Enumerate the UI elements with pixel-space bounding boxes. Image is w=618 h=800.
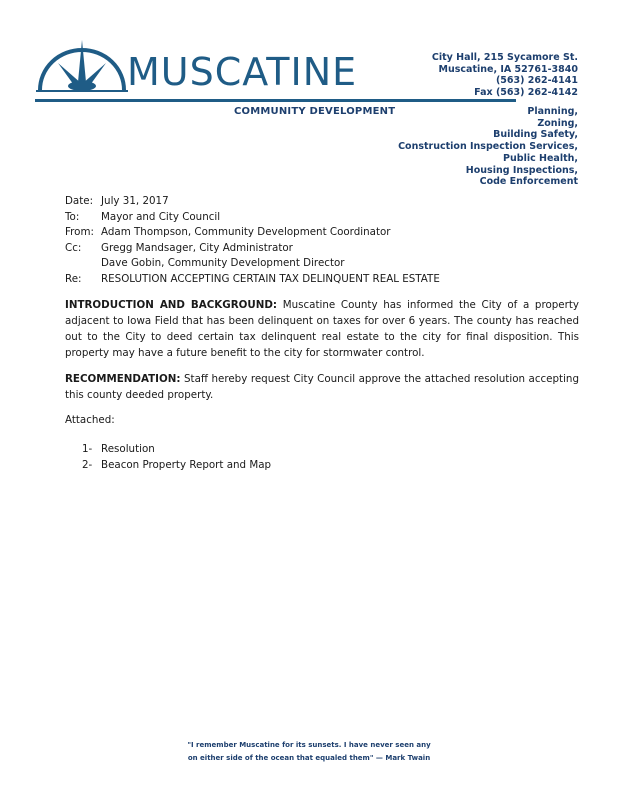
- phone: (563) 262-4141: [495, 75, 578, 86]
- recommendation-text: Staff hereby request City Council approve the attached resolution accepting this county deeded property.: [65, 373, 579, 401]
- memo-date: [65, 194, 440, 210]
- brand-name: MUSCATINE: [127, 50, 358, 94]
- label: Date:: [65, 195, 94, 207]
- memo-header: [65, 194, 440, 287]
- intro-text: Muscatine County has informed the City of a property adjacent to Iowa Field that has been delinquent on taxes for over 6 years. The county has reached out to the City to deed certain tax delinquent real estate to the city for final disposition. This property may have a future benefit to the city for stormwater control.: [65, 299, 580, 359]
- service-item: Code Enforcement: [479, 176, 578, 188]
- service-item: Housing Inspections,: [465, 164, 578, 176]
- list-item: 1- Resolution: [82, 443, 155, 455]
- recommendation-heading: RECOMMENDATION:: [65, 373, 181, 385]
- fax: Fax (563) 262-4142: [474, 86, 578, 98]
- sunset-logo-icon: [36, 38, 128, 94]
- value: Dave Gobin, Community Development Director: [101, 257, 345, 269]
- header-rule: [35, 99, 516, 102]
- value: Adam Thompson, Community Development Coordinator: [101, 226, 391, 238]
- memo-to: [65, 210, 440, 226]
- list-item: 2- Beacon Property Report and Map: [82, 459, 272, 471]
- memo-from: [65, 225, 440, 241]
- address-block: [432, 52, 578, 98]
- label: Re:: [65, 272, 82, 285]
- value: RESOLUTION ACCEPTING CERTAIN TAX DELINQUENT REAL ESTATE: [101, 272, 440, 285]
- intro-heading: INTRODUCTION AND BACKGROUND:: [65, 299, 278, 311]
- intro-paragraph: [65, 297, 579, 361]
- attachments-list: [82, 441, 271, 473]
- label: To:: [65, 210, 80, 223]
- attached-label: Attached:: [65, 414, 115, 426]
- services-list: [398, 106, 578, 188]
- label: From:: [65, 226, 94, 238]
- department-name: COMMUNITY DEVELOPMENT: [234, 106, 396, 117]
- service-item: Public Health,: [503, 152, 578, 164]
- footer-quote: "I remember Muscatine for its sunsets. I have never seen any on either side of the ocean that equaled them" — Mark Twain: [187, 741, 431, 762]
- label: Cc:: [65, 241, 82, 254]
- service-item: Building Safety,: [493, 129, 578, 141]
- memo-re: [65, 272, 440, 288]
- address-line: City Hall, 215 Sycamore St.: [431, 52, 578, 63]
- service-item: Planning,: [527, 106, 578, 117]
- value: July 31, 2017: [101, 195, 169, 207]
- memo-cc-2: [65, 256, 440, 272]
- memo-cc: [65, 241, 440, 257]
- recommendation-paragraph: [65, 371, 579, 403]
- service-item: Zoning,: [537, 117, 578, 129]
- service-item: Construction Inspection Services,: [398, 141, 578, 153]
- value: Mayor and City Council: [101, 210, 221, 223]
- address-line: Muscatine, IA 52761-3840: [438, 63, 578, 75]
- value: Gregg Mandsager, City Administrator: [101, 241, 293, 254]
